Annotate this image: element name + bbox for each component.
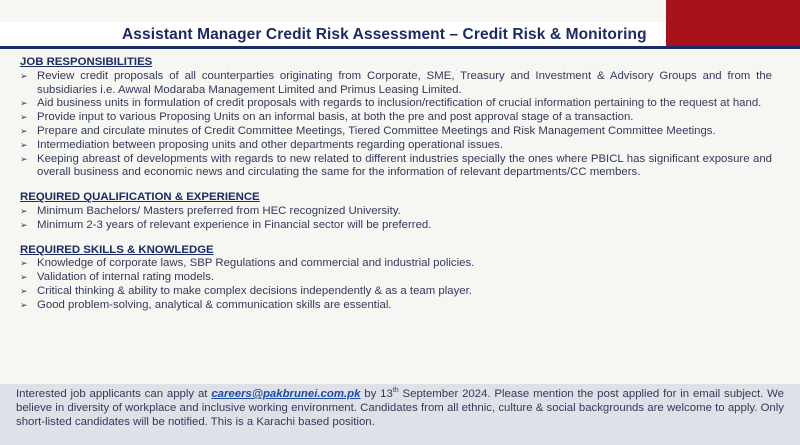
arrow-bullet-icon: ➢ bbox=[20, 70, 28, 81]
responsibilities-list bbox=[20, 70, 772, 180]
arrow-bullet-icon: ➢ bbox=[20, 153, 28, 164]
arrow-bullet-icon: ➢ bbox=[20, 205, 28, 216]
list-item: ➢ Knowledge of corporate laws, SBP Regulations and commercial and industrial policies. bbox=[20, 257, 475, 270]
section-qualification bbox=[20, 191, 772, 232]
arrow-bullet-icon: ➢ bbox=[20, 125, 28, 136]
section-heading: JOB RESPONSIBILITIES bbox=[20, 56, 153, 68]
list-item: ➢ Validation of internal rating models. bbox=[20, 271, 215, 284]
list-item: ➢ Minimum 2-3 years of relevant experience in Financial sector will be preferred. bbox=[20, 218, 432, 231]
skills-list bbox=[20, 257, 772, 312]
list-item: ➢ Keeping abreast of developments with regards to new related to different industries specially the ones where PBICL has significant exposure and overall business and economic news and circulating the same for the information of relevant departments/CC members. bbox=[20, 152, 772, 179]
careers-email-link[interactable]: careers@pakbrunei.com.pk bbox=[211, 388, 361, 400]
list-item: ➢ Good problem-solving, analytical & communication skills are essential. bbox=[20, 298, 392, 311]
section-heading: REQUIRED QUALIFICATION & EXPERIENCE bbox=[20, 191, 260, 204]
job-description bbox=[20, 56, 772, 313]
application-instructions: Interested job applicants can apply at careers@pakbrunei.com.pk by 13th September 2024. Please mention the post applied for in email subject. We believe in diversity of workplace and inclusive working environment. Candidates from all ethnic, culture & social backgrounds are welcome to apply. Only short-listed candidates will be notified. This is a Karachi based position. bbox=[16, 387, 784, 428]
list-item: ➢ Prepare and circulate minutes of Credit Committee Meetings, Tiered Committee Meetings and Risk Management Committee Meetings. bbox=[20, 124, 716, 137]
arrow-bullet-icon: ➢ bbox=[20, 272, 28, 283]
title-divider bbox=[0, 46, 800, 49]
arrow-bullet-icon: ➢ bbox=[20, 285, 28, 296]
arrow-bullet-icon: ➢ bbox=[20, 139, 28, 150]
arrow-bullet-icon: ➢ bbox=[20, 112, 28, 123]
arrow-bullet-icon: ➢ bbox=[20, 98, 28, 109]
qualification-list bbox=[20, 205, 772, 233]
list-item: ➢ Critical thinking & ability to make complex decisions independently & as a team player. bbox=[20, 284, 472, 297]
list-item: ➢ Minimum Bachelors/ Masters preferred from HEC recognized University. bbox=[20, 204, 401, 217]
list-item: ➢ Aid business units in formulation of credit proposals with regards to inclusion/rectification of crucial information pertaining to the request at hand. bbox=[20, 97, 762, 110]
section-heading: REQUIRED SKILLS & KNOWLEDGE bbox=[20, 243, 214, 256]
section-skills bbox=[20, 244, 772, 313]
brand-accent-block bbox=[666, 0, 800, 46]
arrow-bullet-icon: ➢ bbox=[20, 219, 28, 230]
arrow-bullet-icon: ➢ bbox=[20, 258, 28, 269]
section-job-responsibilities bbox=[20, 56, 772, 180]
list-item: ➢ Provide input to various Proposing Units on an informal basis, at both the pre and post approval stage of a transaction. bbox=[20, 111, 634, 124]
list-item: ➢ Intermediation between proposing units and other departments regarding operational issues. bbox=[20, 138, 504, 151]
page-title: Assistant Manager Credit Risk Assessment – Credit Risk & Monitoring bbox=[122, 26, 647, 43]
list-item: ➢ Review credit proposals of all counterparties originating from Corporate, SME, Treasury and Investment & Advisory Groups and from the subsidiaries i.e. Awwal Modaraba Management Limited and Primus Leasing Limited. bbox=[20, 69, 772, 96]
arrow-bullet-icon: ➢ bbox=[20, 299, 28, 310]
